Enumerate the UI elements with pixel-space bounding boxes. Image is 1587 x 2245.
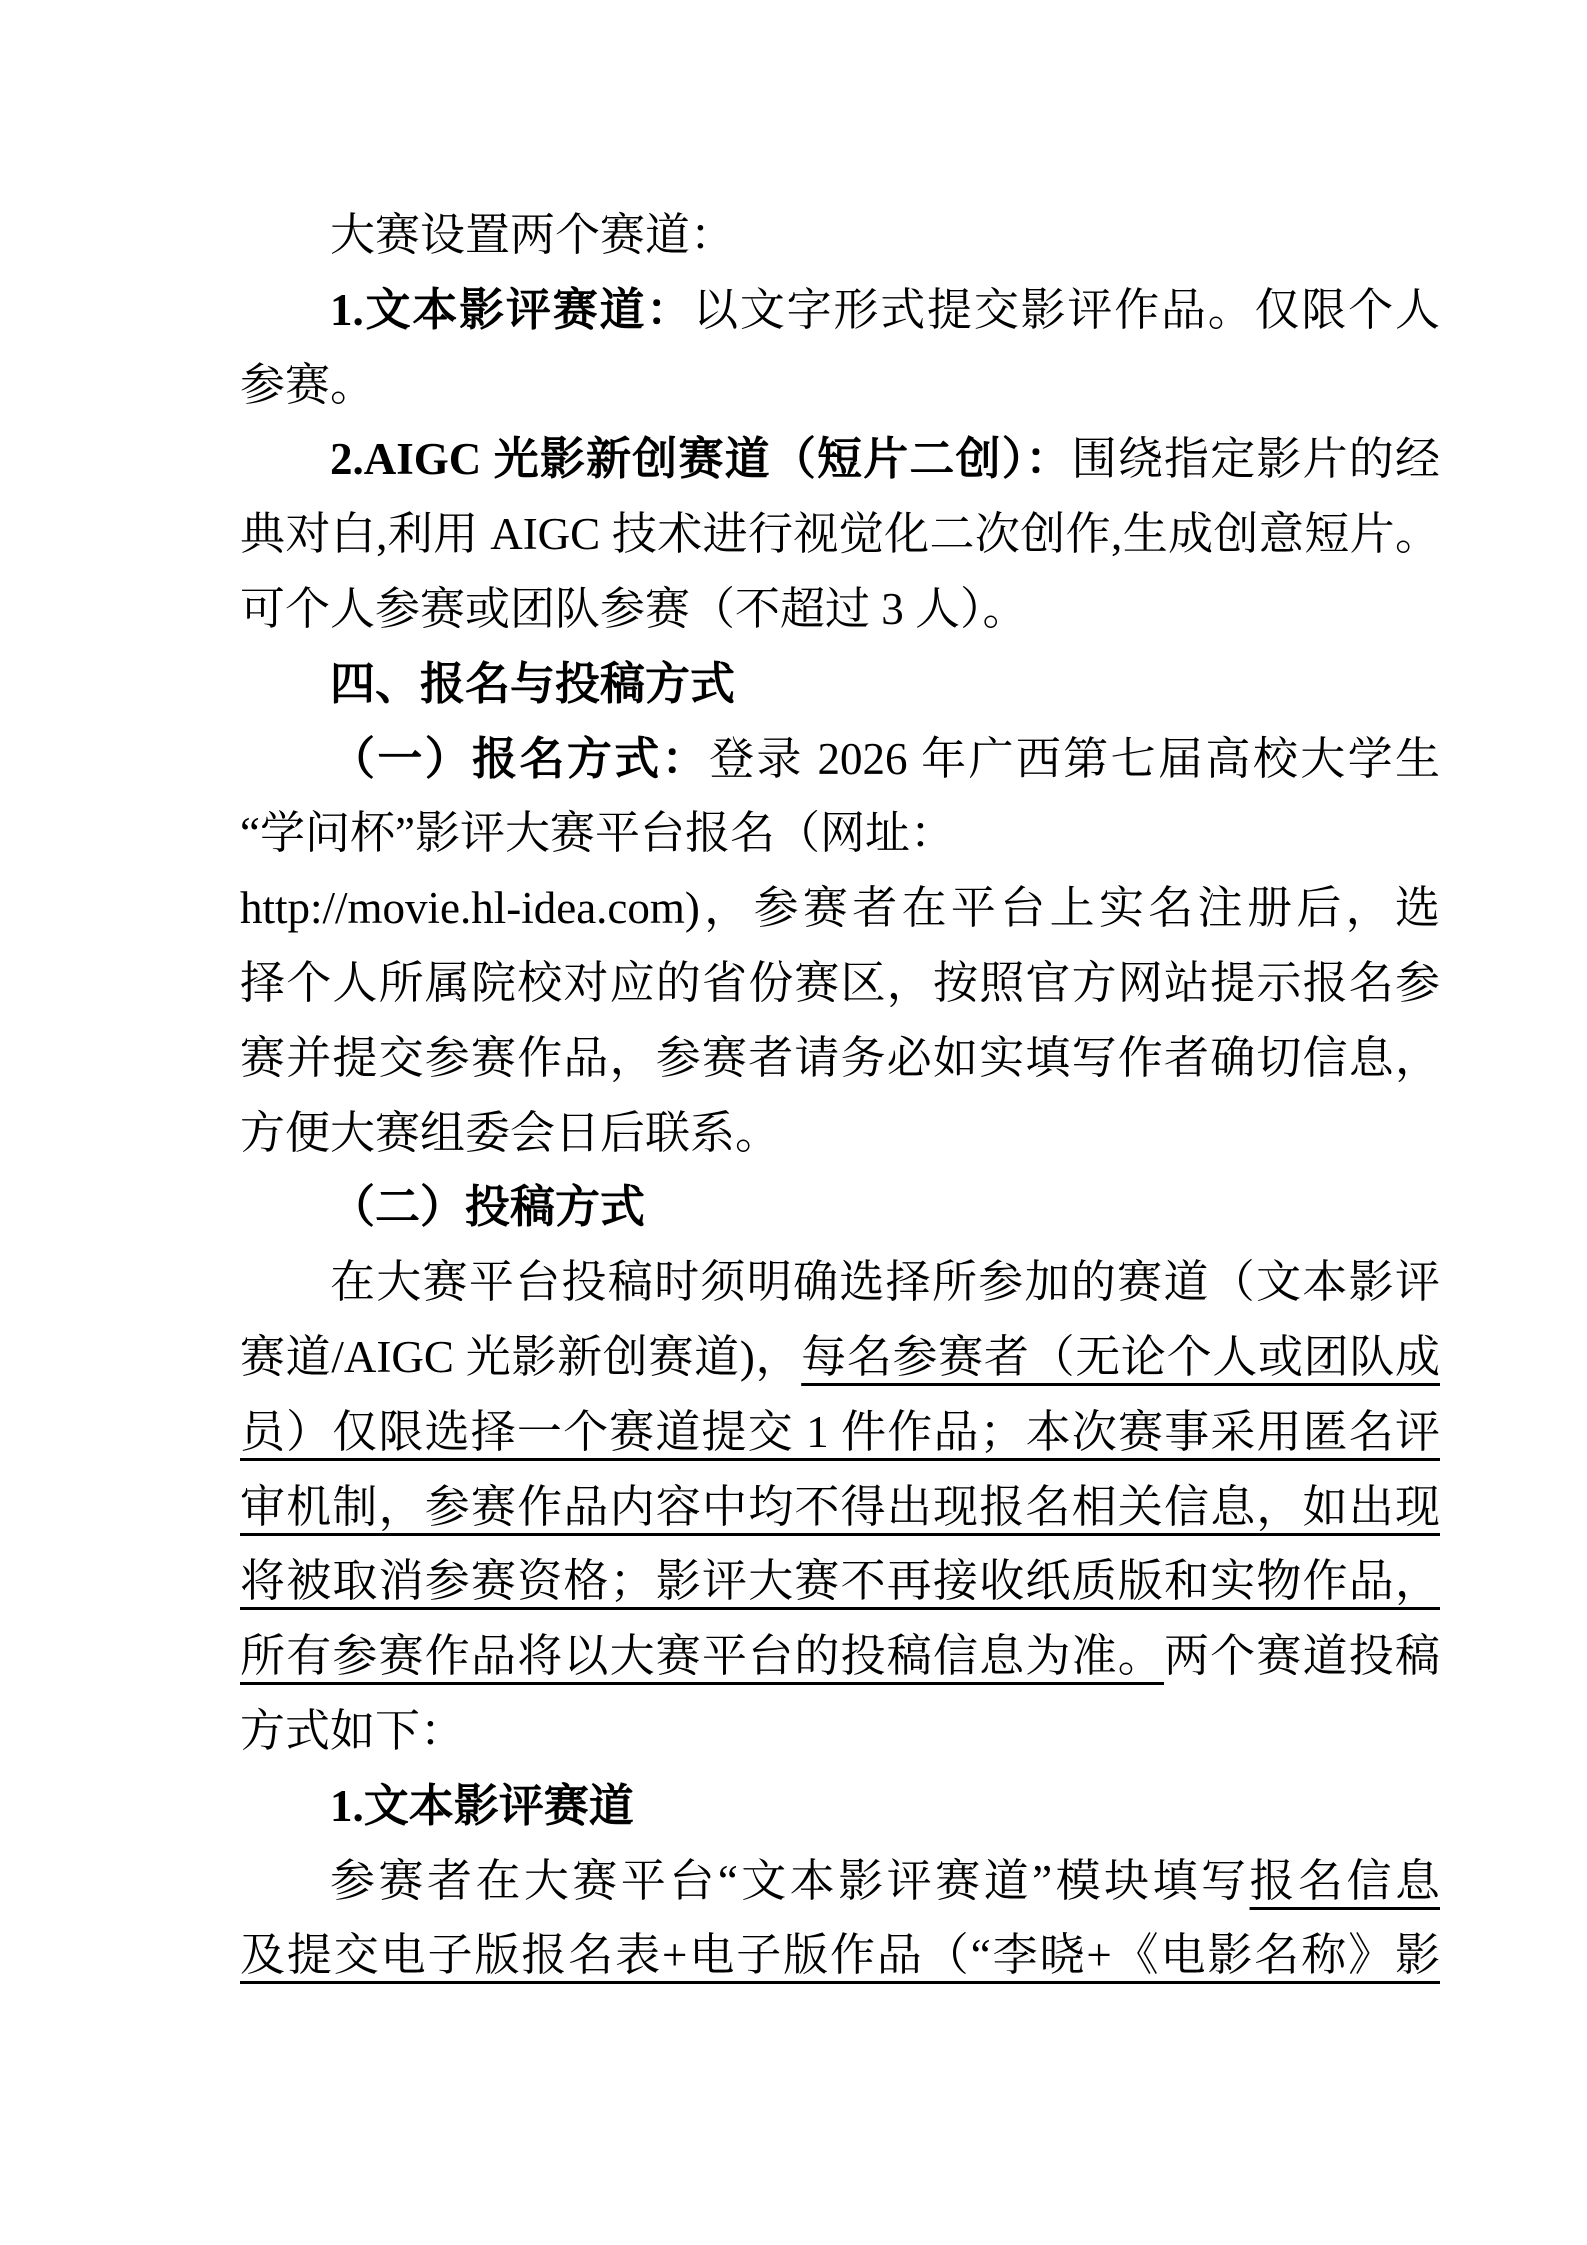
line-17-seg-1: 员）仅限选择一个赛道提交 1 件作品；本次赛事采用匿名评 — [240, 1406, 1440, 1457]
line-11 — [240, 946, 1440, 1021]
line-11-seg-1: 择个人所属院校对应的省份赛区，按照官方网站提示报名参 — [240, 957, 1440, 1008]
line-06 — [240, 572, 1440, 647]
line-18-seg-1: 审机制，参赛作品内容中均不得出现报名相关信息，如出现 — [240, 1481, 1440, 1532]
line-08-seg-1: （一）报名方式： — [330, 733, 710, 784]
line-23-seg-2: 报名信息 — [1249, 1855, 1440, 1906]
line-02 — [240, 273, 1440, 348]
line-24-seg-1: 及提交电子版报名表+电子版作品（“李晓+《电影名称》影 — [240, 1930, 1440, 1981]
document-body — [240, 198, 1440, 1993]
line-15 — [240, 1245, 1440, 1320]
line-10 — [240, 871, 1440, 946]
line-05 — [240, 497, 1440, 572]
line-23 — [240, 1844, 1440, 1919]
line-19-seg-1: 将被取消参赛资格；影评大赛不再接收纸质版和实物作品， — [240, 1556, 1440, 1607]
line-08 — [240, 722, 1440, 797]
line-02-seg-2: 以文字形式提交影评作品。仅限个人 — [693, 284, 1440, 335]
line-07 — [240, 647, 1440, 722]
line-18 — [240, 1470, 1440, 1545]
line-05-seg-1: 典对白,利用 AIGC 技术进行视觉化二次创作,生成创意短片。 — [240, 509, 1440, 560]
line-19 — [240, 1544, 1440, 1619]
line-21 — [240, 1694, 1440, 1769]
line-20-seg-1: 所有参赛作品将以大赛平台的投稿信息为准。 — [240, 1631, 1164, 1682]
line-12 — [240, 1021, 1440, 1096]
line-03-seg-1: 参赛。 — [240, 359, 376, 410]
line-07-seg-1: 四、报名与投稿方式 — [330, 657, 736, 709]
line-03 — [240, 348, 1440, 423]
line-16 — [240, 1320, 1440, 1395]
line-09-seg-1: “学问杯”影评大赛平台报名（网址： — [240, 808, 955, 859]
line-10-seg-1: http://movie.hl-idea.com)，参赛者在平台上实名注册后，选 — [240, 883, 1440, 934]
line-04-seg-1: 2.AIGC 光影新创赛道（短片二创）： — [330, 434, 1072, 485]
line-20 — [240, 1619, 1440, 1694]
line-12-seg-1: 赛并提交参赛作品，参赛者请务必如实填写作者确切信息， — [240, 1032, 1440, 1083]
line-14-seg-1: （二）投稿方式 — [330, 1182, 646, 1233]
line-14 — [240, 1170, 1440, 1245]
line-20-seg-2: 两个赛道投稿 — [1163, 1631, 1440, 1682]
line-16-seg-2: 每名参赛者（无论个人或团队成 — [801, 1331, 1440, 1382]
line-09 — [240, 796, 1440, 871]
line-02-seg-1: 1.文本影评赛道： — [330, 284, 694, 335]
line-13-seg-1: 方便大赛组委会日后联系。 — [240, 1107, 781, 1158]
line-01 — [240, 198, 1440, 273]
line-06-seg-1: 可个人参赛或团队参赛（不超过 3 人）。 — [240, 583, 1028, 634]
line-04-seg-2: 围绕指定影片的经 — [1071, 434, 1440, 485]
line-04 — [240, 422, 1440, 497]
line-17 — [240, 1395, 1440, 1470]
line-08-seg-2: 登录 2026 年广西第七届高校大学生 — [709, 733, 1440, 784]
line-13 — [240, 1096, 1440, 1171]
line-24 — [240, 1918, 1440, 1993]
line-01-seg-1: 大赛设置两个赛道： — [330, 210, 736, 260]
line-15-seg-1: 在大赛平台投稿时须明确选择所参加的赛道（文本影评 — [330, 1257, 1440, 1308]
line-21-seg-1: 方式如下： — [240, 1705, 466, 1756]
line-22-seg-1: 1.文本影评赛道 — [330, 1780, 634, 1831]
line-22 — [240, 1769, 1440, 1844]
line-16-seg-1: 赛道/AIGC 光影新创赛道)， — [240, 1331, 802, 1382]
line-23-seg-1: 参赛者在大赛平台“文本影评赛道”模块填写 — [330, 1855, 1250, 1906]
